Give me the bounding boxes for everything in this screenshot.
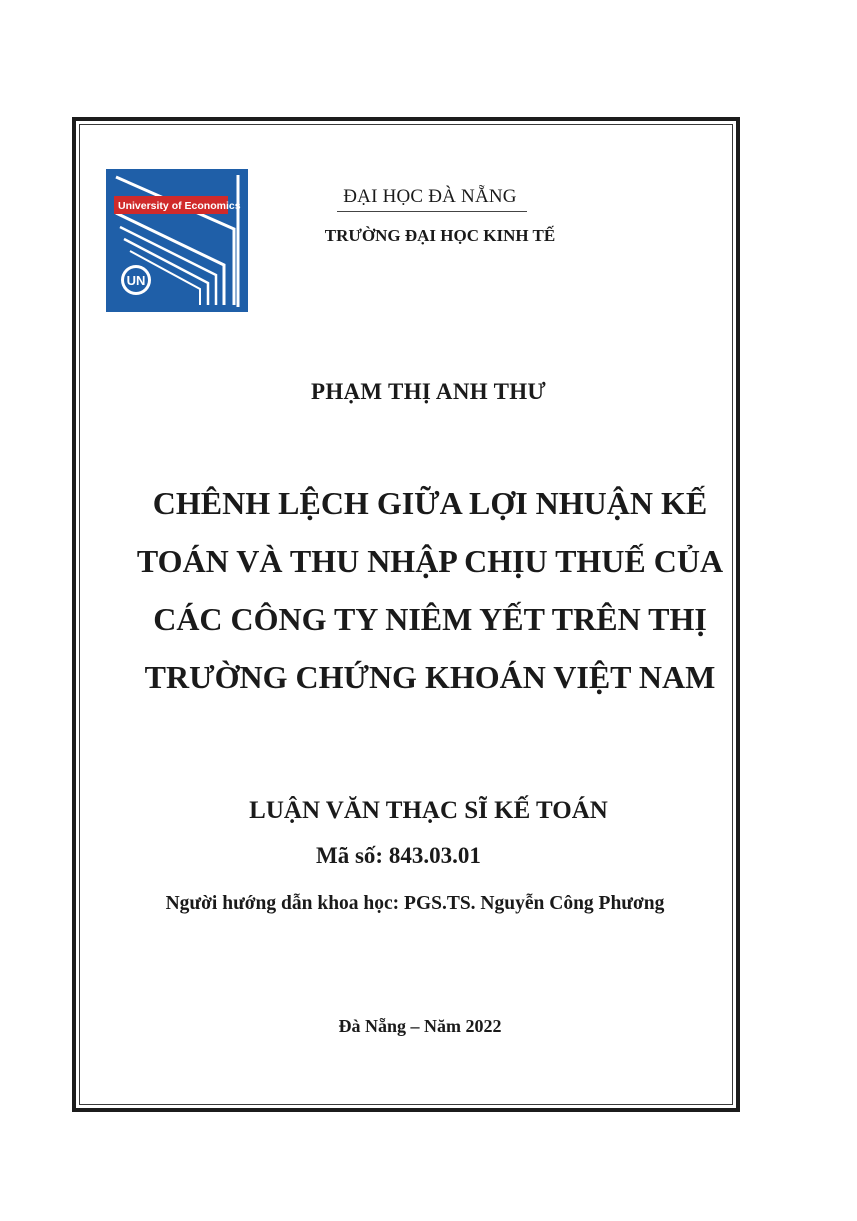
place-and-year: Đà Nẵng – Năm 2022 bbox=[338, 1016, 502, 1036]
thesis-title-line: TOÁN VÀ THU NHẬP CHỊU THUẾ CỦA bbox=[136, 543, 724, 579]
supervisor: Người hướng dẫn khoa học: PGS.TS. Nguyễn Công Phương bbox=[165, 893, 665, 914]
thesis-title-line: TRƯỜNG CHỨNG KHOÁN VIỆT NAM bbox=[144, 659, 716, 695]
thesis-title-line: CHÊNH LỆCH GIỮA LỢI NHUẬN KẾ bbox=[152, 485, 708, 521]
university-name: ĐẠI HỌC ĐÀ NẴNG bbox=[343, 186, 517, 207]
university-name-underline bbox=[337, 211, 527, 212]
logo-label-text: University of Economics bbox=[118, 200, 241, 212]
university-logo bbox=[106, 169, 248, 312]
school-name: TRƯỜNG ĐẠI HỌC KINH TẾ bbox=[324, 226, 556, 245]
thesis-type: LUẬN VĂN THẠC SĨ KẾ TOÁN bbox=[249, 797, 608, 824]
logo-badge-text: UN bbox=[126, 273, 146, 288]
author-name: PHẠM THỊ ANH THƯ bbox=[310, 379, 547, 404]
program-code: Mã số: 843.03.01 bbox=[316, 843, 481, 868]
thesis-title-line: CÁC CÔNG TY NIÊM YẾT TRÊN THỊ bbox=[153, 601, 707, 637]
thesis-title bbox=[80, 474, 780, 706]
